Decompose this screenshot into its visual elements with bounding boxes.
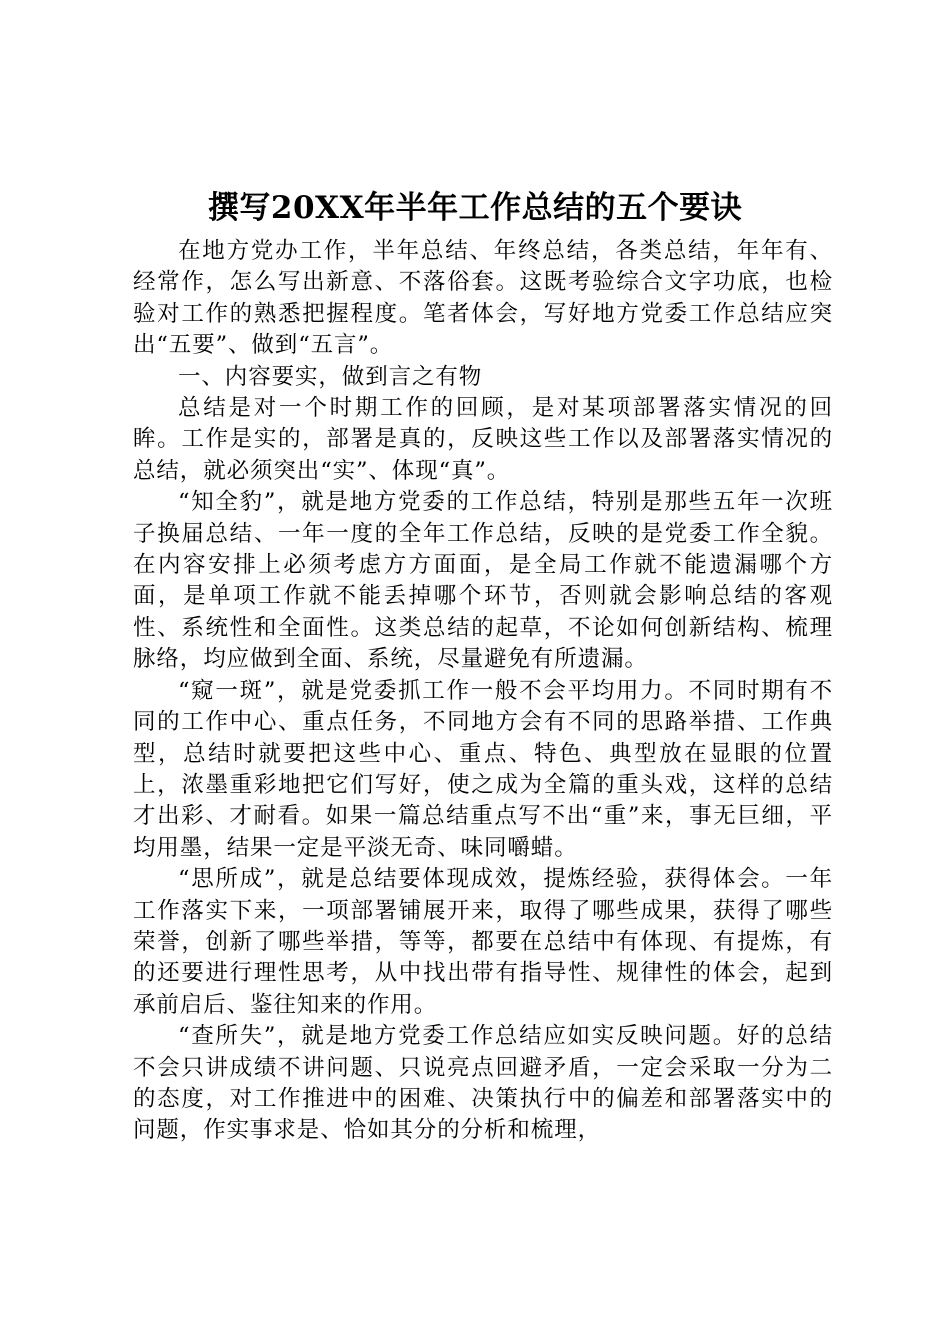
section-heading-1: 一、内容要实，做到言之有物 [178,363,483,390]
paragraph-summary-definition: 总结是对一个时期工作的回顾，是对某项部署落实情况的回眸。工作是实的，部署是真的，反映这些工作以及部署落实情况的总结，就必须突出“实”、体现“真”。 [133,395,833,484]
document-title: 撰写20XX年半年工作总结的五个要诀 [207,190,743,226]
paragraph-zhi-quan-bao: “知全豹”，就是地方党委的工作总结，特别是那些五年一次班子换届总结、一年一度的全年工作总结，反映的是党委工作全貌。在内容安排上必须考虑方方面面，是全局工作就不能遗漏哪个方面，是单项工作就不能丢掉哪个环节，否则就会影响总结的客观性、系统性和全面性。这类总结的起草，不论如何创新结构、梳理脉络，均应做到全面、系统，尽量避免有所遗漏。 [133,489,833,673]
paragraph-si-suo-cheng: “思所成”，就是总结要体现成效，提炼经验，获得体会。一年工作落实下来，一项部署铺展开来，取得了哪些成果，获得了哪些荣誉，创新了哪些举措，等等，都要在总结中有体现、有提炼，有的还要进行理性思考，从中找出带有指导性、规律性的体会，起到承前启后、鉴往知来的作用。 [133,866,833,1018]
paragraph-kui-yi-ban: “窥一斑”，就是党委抓工作一般不会平均用力。不同时期有不同的工作中心、重点任务，不同地方会有不同的思路举措、工作典型，总结时就要把这些中心、重点、特色、典型放在显眼的位置上，浓墨重彩地把它们写好，使之成为全篇的重头戏，这样的总结才出彩、才耐看。如果一篇总结重点写不出“重”来，事无巨细，平均用墨，结果一定是平淡无奇、味同嚼蜡。 [133,677,833,861]
paragraph-cha-suo-shi: “查所失”，就是地方党委工作总结应如实反映问题。好的总结不会只讲成绩不讲问题、只说亮点回避矛盾，一定会采取一分为二的态度，对工作推进中的困难、决策执行中的偏差和部署落实中的问题，作实事求是、恰如其分的分析和梳理， [133,1023,833,1144]
paragraph-intro: 在地方党办工作，半年总结、年终总结，各类总结，年年有、经常作，怎么写出新意、不落俗套。这既考验综合文字功底，也检验对工作的熟悉把握程度。笔者体会，写好地方党委工作总结应突出“五要”、做到“五言”。 [133,238,833,359]
document-body [133,236,833,1147]
